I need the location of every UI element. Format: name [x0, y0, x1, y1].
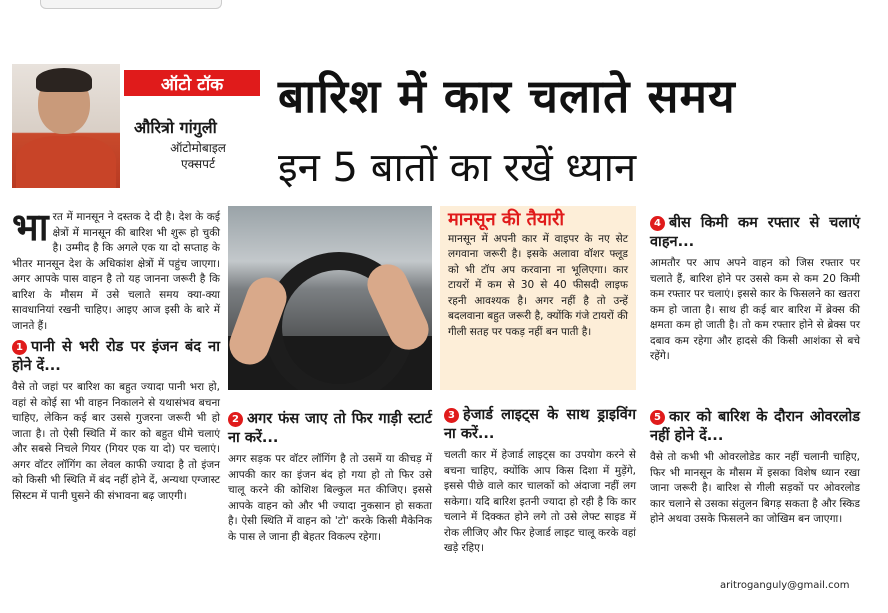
monsoon-box-text: मानसून में अपनी कार में वाइपर के नए सेट लगवाना जरूरी है। इसके अलावा वॉशर फ्लूड को भी टॉप अप करवाना ना भूलिएगा। कार टायरों में कम से 30 से 40 फीसदी लाइफ रहनी आवश्यक है। अगर नहीं है तो उन्हें बदलवाना बहुत जरूरी है, क्योंकि गंजे टायरों की गीली सतह पर पकड़ नहीं बन पाती है।	[448, 232, 628, 338]
tip3-column	[444, 402, 636, 557]
author-photo	[12, 64, 120, 188]
tip4-column	[650, 210, 860, 365]
author-section	[12, 64, 262, 188]
tip3-number: 3	[444, 408, 459, 423]
tip5-number: 5	[650, 410, 665, 425]
top-tab-strip	[40, 0, 222, 9]
intro-column	[12, 205, 220, 504]
tip4-number: 4	[650, 216, 665, 231]
monsoon-box-title: मानसून की तैयारी	[448, 209, 564, 230]
headline-line2: इन 5 बातों का रखें ध्यान	[278, 145, 637, 191]
tip2-number: 2	[228, 412, 243, 427]
tip5-title: 5 कार को बारिश के दौरान ओवरलोड नहीं होने दें...	[650, 409, 860, 444]
tip2-title: 2 अगर फंस जाए तो फिर गाड़ी स्टार्ट ना करें...	[228, 411, 432, 446]
author-name: औरित्रो गांगुली	[134, 118, 217, 137]
tip2-column	[228, 406, 432, 545]
tip3-text: चलती कार में हेजार्ड लाइट्स का उपयोग करने से बचना चाहिए, क्योंकि आप किस दिशा में मुड़ेंगे, इससे पीछे वाले कार चालकों को अंदाजा नहीं लग सकेगा। यदि बारिश इतनी ज्यादा हो रही है कि कार चलाने में दिक्कत होने लगे तो उसे लेफ्ट साइड में रोक लीजिए और फिर हेजार्ड लाइट चालू करके वहां खड़े रहिए।	[444, 449, 636, 554]
intro-dropcap: भा	[12, 205, 49, 249]
monsoon-box	[440, 206, 636, 390]
author-role: ऑटोमोबाइल एक्सपर्ट	[170, 141, 226, 171]
tip1-text: वैसे तो जहां पर बारिश का बहुत ज्यादा पानी भरा हो, वहां से कोई सा भी वाहन निकालने से यथासंभव बचना चाहिए, लेकिन कई बार उससे गुजरना जरूरी भी हो जाता है। तो ऐसी स्थिति में कार को बहुत धीमे चलाएं और सबसे निचले गियर (गियर एक या दो) पर चलाएं। अगर वॉटर लॉगिंग का लेवल काफी ज्यादा है तो इंजन को किसी भी स्थिति में बंद नहीं होने दें, अन्यथा एग्जास्ट सिस्टम में पानी घुसने की संभावना बढ़ जाएगी।	[12, 381, 220, 502]
author-email: aritroganguly@gmail.com	[720, 580, 850, 591]
intro-text: रत में मानसून ने दस्तक दे दी है। देश के कई क्षेत्रों में मानसून की बारिश भी शुरू हो चुकी है। उम्मीद है कि अगले एक या दो सप्ताह के भीतर मानसून देश के अधिकांश क्षेत्रों में पहुंच जाएगा। अगर आपके पास वाहन है तो यह जानना जरूरी है कि बारिश के मौसम में उसे चलाते समय क्या-क्या सावधानियां रखनी चाहिए। आइए आज इसी के बारे में जानते हैं।	[12, 211, 220, 332]
tip3-title: 3 हेजार्ड लाइट्स के साथ ड्राइविंग ना करें...	[444, 407, 636, 442]
tip2-text: अगर सड़क पर वॉटर लॉगिंग है तो उसमें या कीचड़ में आपकी कार का इंजन बंद हो गया हो तो फिर उसे चालू करने की कोशिश बिल्कुल मत कीजिए। इससे आपके वाहन को और भी ज्यादा नुकसान हो सकता है। ऐसी स्थिति में वाहन को 'टो' करके किसी मैकेनिक के पास ले जाना ही बेहतर विकल्प रहेगा।	[228, 453, 432, 543]
tip5-text: वैसे तो कभी भी ओवरलोडेड कार नहीं चलानी चाहिए, फिर भी मानसून के मौसम में इसका विशेष ध्यान रखा जाना जरूरी है। बारिश से गीली सड़कों पर ओवरलोड कार चलाने से उसका संतुलन बिगड़ सकता है और स्किड होने अथवा उसके फिसलने का जोखिम बन जाएगा।	[650, 451, 860, 525]
tip4-text: आमतौर पर आप अपने वाहन को जिस रफ्तार पर चलाते हैं, बारिश होने पर उससे कम से कम 20 किमी कम रफ्तार पर चलाएं। इससे कार के फिसलने का खतरा कम हो जाता है। साथ ही कई बार बारिश में ब्रेक्स की क्षमता कम हो जाती है। तो कम रफ्तार होने से ब्रेक्स पर दबाव कम रहेगा और हादसे की किसी आशंका से बचे रहेंगे।	[650, 257, 860, 362]
headline-line1: बारिश में कार चलाते समय	[278, 69, 736, 123]
tip5-column	[650, 404, 860, 528]
tip4-title: 4 बीस किमी कम रफ्तार से चलाएं वाहन...	[650, 215, 860, 250]
tip1-number: 1	[12, 340, 27, 355]
tip1-title: 1 पानी से भरी रोड पर इंजन बंद ना होने दें...	[12, 339, 220, 374]
car-steering-image	[228, 206, 432, 390]
column-tag: ऑटो टॉक	[124, 70, 260, 96]
